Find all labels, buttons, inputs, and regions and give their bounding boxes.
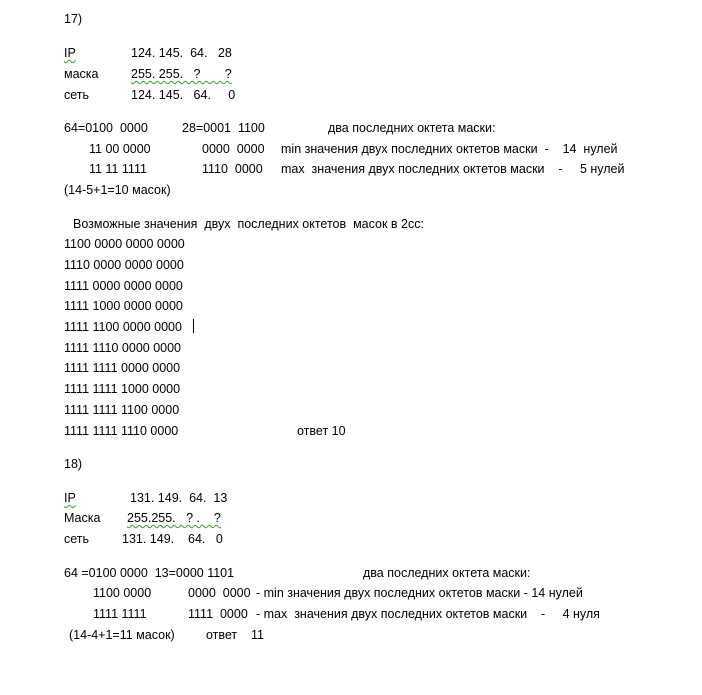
min-description-17: min значения двух последних октетов маски - 14 нулей	[281, 142, 618, 156]
min-octet-b-17: 0000 0000	[202, 142, 265, 156]
two-last-octets-heading-18: два последних октета маски:	[363, 566, 531, 580]
min-octet-b-18: 0000 0000	[188, 586, 251, 600]
text-cursor	[193, 319, 194, 333]
min-description-18: - min значения двух последних октетов маски - 14 нулей	[256, 586, 583, 600]
mask-value-18: 255.255. ? . ?	[127, 511, 221, 525]
net-label-18: сеть	[64, 532, 90, 546]
binary-28-17: 28=0001 1100	[182, 121, 265, 135]
answer-17: ответ 10	[297, 424, 346, 438]
max-octet-a-18: 1111 1111	[93, 607, 147, 621]
mask-row: 1111 1111 1100 0000	[64, 403, 180, 417]
max-description-18: - max значения двух последних октетов маски - 4 нуля	[256, 607, 600, 621]
ip-value-17: 124. 145. 64. 28	[131, 46, 232, 60]
problem-17-number: 17)	[64, 12, 83, 26]
max-description-17: max значения двух последних октетов маски - 5 нулей	[281, 162, 625, 176]
max-octet-b-18: 1111 0000	[188, 607, 248, 621]
binary-64-17: 64=0100 0000	[64, 121, 148, 135]
ip-label-17: IP	[64, 46, 76, 60]
mask-count-answer-18: (14-4+1=11 масок) ответ 11	[69, 628, 264, 642]
mask-row: 1111 1000 0000 0000	[64, 299, 183, 313]
mask-row: 1111 1110 0000 0000	[64, 341, 182, 355]
max-octet-b-17: 1110 0000	[202, 162, 263, 176]
mask-row: 1100 0000 0000 0000	[64, 237, 185, 251]
mask-row: 1111 1100 0000 0000	[64, 320, 182, 334]
possible-values-heading: Возможные значения двух последних октетов масок в 2сс:	[73, 217, 424, 231]
mask-row: 1111 0000 0000 0000	[64, 279, 183, 293]
mask-value-17: 255. 255. ? ?	[131, 67, 232, 81]
mask-row: 1110 0000 0000 0000	[64, 258, 184, 272]
ip-label-18: IP	[64, 491, 76, 505]
mask-label-18: Маска	[64, 511, 101, 525]
max-octet-a-17: 11 11 1111	[89, 162, 147, 176]
binary-line-18: 64 =0100 0000 13=0000 1101	[64, 566, 235, 580]
mask-count-17: (14-5+1=10 масок)	[64, 183, 171, 197]
net-label-17: сеть	[64, 88, 90, 102]
min-octet-a-18: 1100 0000	[93, 586, 152, 600]
two-last-octets-heading-17: два последних октета маски:	[328, 121, 496, 135]
net-value-17: 124. 145. 64. 0	[131, 88, 236, 102]
min-octet-a-17: 11 00 0000	[89, 142, 151, 156]
mask-row: 1111 1111 0000 0000	[64, 361, 181, 375]
mask-row: 1111 1111 1000 0000	[64, 382, 181, 396]
problem-18-number: 18)	[64, 457, 83, 471]
ip-value-18: 131. 149. 64. 13	[130, 491, 228, 505]
net-value-18: 131. 149. 64. 0	[122, 532, 223, 546]
mask-row: 1111 1111 1110 0000	[64, 424, 179, 438]
mask-label-17: маска	[64, 67, 99, 81]
